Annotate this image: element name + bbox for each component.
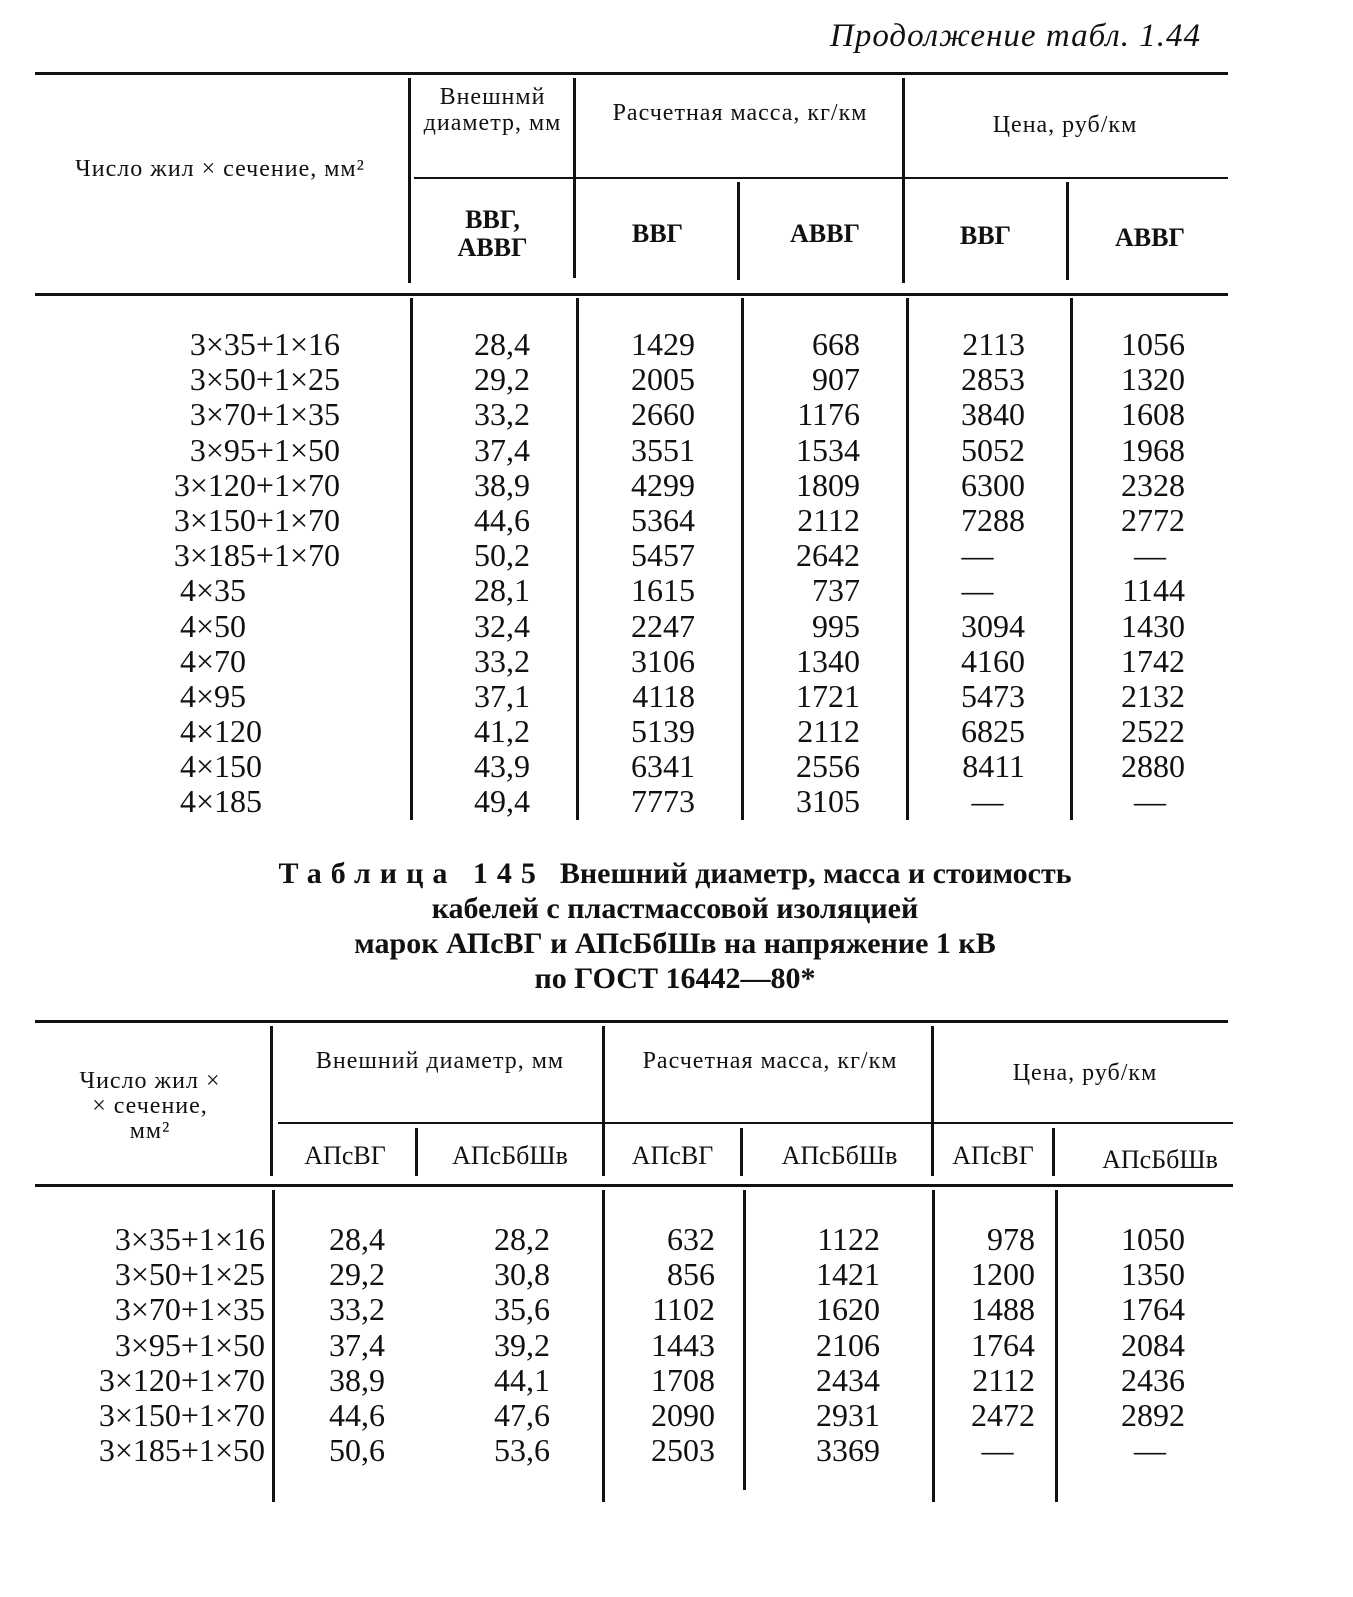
caption-line-1: [100, 856, 1250, 891]
price-vvg-cell: 2853: [961, 361, 1025, 398]
price-avvg-cell: 1430: [1121, 607, 1185, 644]
price-vvg-cell: 7288: [961, 501, 1025, 538]
p-apsvg-cell: 2112: [972, 1361, 1035, 1398]
table-2-vline-3: [602, 1026, 605, 1176]
m-apsbbshv-cell: 2106: [816, 1326, 880, 1363]
price-vvg-cell: 8411: [962, 748, 1025, 785]
table-row: [0, 1292, 1353, 1327]
p-apsbbshv-cell: 2892: [1121, 1396, 1185, 1433]
table-row: [0, 1398, 1353, 1433]
table-2-subheader-rule: [278, 1122, 1233, 1124]
price-vvg-cell: 3094: [961, 607, 1025, 644]
mass-avvg-cell: 1809: [796, 466, 860, 503]
m-apsvg-cell: 2503: [651, 1432, 715, 1469]
mass-vvg-cell: 6341: [631, 748, 695, 785]
table-2-header-section-2: × сечение,: [92, 1093, 208, 1119]
m-apsvg-cell: 1708: [651, 1361, 715, 1398]
mass-avvg-cell: 1340: [796, 642, 860, 679]
table-2-vline-2: [415, 1128, 418, 1176]
d-apsbbshv-cell: 44,1: [494, 1361, 550, 1398]
section-cell: 4×50: [180, 607, 247, 644]
p-apsvg-cell: 2472: [971, 1396, 1035, 1433]
table-2-sub-m-apsvg: АПсВГ: [631, 1141, 714, 1170]
table-1-vline-4: [902, 78, 905, 283]
mass-vvg-cell: 4118: [632, 677, 695, 714]
d-apsvg-cell: 28,4: [329, 1221, 385, 1257]
section-cell: 3×150+1×70: [98, 1396, 265, 1433]
caption-title-2: кабелей с пластмассовой изоляцией: [431, 892, 919, 925]
price-avvg-cell: —: [1134, 783, 1166, 820]
d-apsbbshv-cell: 28,2: [494, 1221, 550, 1257]
table-1-vline-3: [737, 182, 740, 280]
table-row: [0, 1222, 1353, 1257]
caption-title-3: марок АПсВГ и АПсБбШв на напряжение 1 кВ: [354, 927, 996, 960]
table-1-header-price: Цена, руб/км: [992, 112, 1138, 138]
table-row: [0, 503, 1353, 538]
price-vvg-cell: —: [971, 783, 1004, 820]
table-1-body: [0, 327, 1353, 820]
mass-avvg-cell: 2112: [797, 501, 860, 538]
table-row: [0, 714, 1353, 749]
m-apsbbshv-cell: 2434: [816, 1361, 880, 1398]
mass-avvg-cell: 3105: [796, 783, 860, 820]
price-avvg-cell: 1608: [1121, 396, 1185, 433]
m-apsbbshv-cell: 2931: [816, 1396, 880, 1433]
mass-avvg-cell: 2642: [796, 537, 860, 574]
m-apsvg-cell: 856: [667, 1256, 715, 1293]
table-1-header-mass: Расчетная масса, кг/км: [612, 100, 868, 126]
d-apsbbshv-cell: 39,2: [494, 1326, 550, 1363]
mass-vvg-cell: 5364: [631, 501, 695, 538]
table-1-header-price-vvg: ВВГ: [959, 221, 1012, 250]
mass-vvg-cell: 2247: [631, 607, 695, 644]
table-row: [0, 573, 1353, 608]
diameter-cell: 43,9: [474, 748, 530, 785]
table-2-vline-5: [931, 1026, 934, 1176]
table-1-vline-1: [408, 78, 411, 283]
diameter-cell: 33,2: [474, 396, 530, 433]
table-2-header-section-3: мм²: [129, 1118, 171, 1144]
table-2-top-rule: [35, 1020, 1228, 1023]
diameter-cell: 33,2: [474, 642, 530, 679]
price-vvg-cell: 5052: [961, 431, 1025, 468]
m-apsbbshv-cell: 1122: [817, 1221, 880, 1257]
m-apsbbshv-cell: 1620: [816, 1291, 880, 1328]
p-apsvg-cell: 978: [987, 1221, 1035, 1257]
mass-avvg-cell: 737: [812, 572, 860, 609]
table-row: [0, 609, 1353, 644]
mass-vvg-cell: 2660: [631, 396, 695, 433]
mass-vvg-cell: 3106: [631, 642, 695, 679]
table-1-header-diameter: Внешнмй диаметр, мм: [423, 84, 562, 136]
d-apsbbshv-cell: 53,6: [494, 1432, 550, 1469]
diameter-cell: 37,4: [474, 431, 530, 468]
table-row: [0, 749, 1353, 784]
table-1-header-price-avvg: АВВГ: [1114, 223, 1185, 252]
diameter-cell: 29,2: [474, 361, 530, 398]
p-apsvg-cell: 1200: [971, 1256, 1035, 1293]
section-cell: 3×70+1×35: [114, 1291, 265, 1328]
section-cell: 3×35+1×16: [114, 1221, 265, 1257]
mass-avvg-cell: 668: [812, 326, 860, 362]
d-apsbbshv-cell: 47,6: [494, 1396, 550, 1433]
d-apsvg-cell: 38,9: [329, 1361, 385, 1398]
mass-avvg-cell: 907: [812, 361, 860, 398]
continuation-title: Продолжение табл. 1.44: [830, 18, 1201, 54]
price-vvg-cell: 2113: [962, 326, 1025, 362]
table-2-vline-6: [1052, 1128, 1055, 1176]
mass-avvg-cell: 2112: [797, 713, 860, 750]
mass-avvg-cell: 1176: [797, 396, 860, 433]
table-1-subheader-rule: [414, 177, 1228, 179]
m-apsvg-cell: 632: [667, 1221, 715, 1257]
table-2-sub-p-apsvg: АПсВГ: [952, 1141, 1034, 1170]
table-row: [0, 468, 1353, 503]
price-avvg-cell: 2328: [1121, 466, 1185, 503]
section-cell: 3×35+1×16: [189, 326, 340, 362]
d-apsbbshv-cell: 35,6: [494, 1291, 550, 1328]
p-apsvg-cell: —: [981, 1432, 1014, 1469]
table-row: [0, 1433, 1353, 1468]
price-vvg-cell: 4160: [961, 642, 1025, 679]
table-1-vline-2: [573, 78, 576, 278]
section-cell: 3×120+1×70: [98, 1361, 265, 1398]
diameter-cell: 38,9: [474, 466, 530, 503]
section-cell: 3×95+1×50: [189, 431, 340, 468]
table-row: [0, 1328, 1353, 1363]
price-avvg-cell: 2880: [1121, 748, 1185, 785]
table-row: [0, 1257, 1353, 1292]
m-apsvg-cell: 1102: [652, 1291, 715, 1328]
diameter-cell: 44,6: [474, 501, 530, 538]
section-cell: 4×120: [180, 713, 263, 750]
table-row: [0, 644, 1353, 679]
diameter-cell: 28,1: [474, 572, 530, 609]
table-1-header-section: Число жил × сечение, мм²: [75, 156, 365, 182]
diameter-cell: 28,4: [474, 326, 530, 362]
diameter-cell: 41,2: [474, 713, 530, 750]
p-apsbbshv-cell: 2084: [1121, 1326, 1185, 1363]
section-cell: 3×70+1×35: [189, 396, 340, 433]
table-2-sub-d-apsbbshv: АПсБбШв: [452, 1141, 568, 1170]
table-2-sub-m-apsbbshv: АПсБбШв: [781, 1141, 898, 1170]
p-apsbbshv-cell: 1350: [1121, 1256, 1185, 1293]
table-2-vline-1: [270, 1026, 273, 1176]
price-avvg-cell: 1144: [1122, 572, 1185, 609]
table-2-header-diameter: Внешний диаметр, мм: [315, 1048, 565, 1074]
p-apsbbshv-cell: 2436: [1121, 1361, 1185, 1398]
m-apsbbshv-cell: 3369: [816, 1432, 880, 1469]
d-apsbbshv-cell: 30,8: [494, 1256, 550, 1293]
table-1-header-mass-vvg: ВВГ: [631, 219, 684, 248]
m-apsvg-cell: 1443: [651, 1326, 715, 1363]
table-2-body: [0, 1222, 1353, 1468]
m-apsvg-cell: 2090: [651, 1396, 715, 1433]
table-row: [0, 433, 1353, 468]
section-cell: 4×35: [180, 572, 247, 609]
mass-vvg-cell: 5139: [631, 713, 695, 750]
table-1-header-diameter-sub: ВВГ, АВВГ: [457, 205, 528, 262]
table-row: [0, 327, 1353, 362]
d-apsvg-cell: 33,2: [329, 1291, 385, 1328]
d-apsvg-cell: 29,2: [329, 1256, 385, 1293]
mass-vvg-cell: 5457: [631, 537, 695, 574]
table-1-vline-5: [1066, 182, 1069, 280]
mass-avvg-cell: 1534: [796, 431, 860, 468]
table-2-vline-4: [740, 1128, 743, 1176]
table-row: [0, 362, 1353, 397]
p-apsvg-cell: 1764: [971, 1326, 1035, 1363]
mass-vvg-cell: 2005: [631, 361, 695, 398]
p-apsbbshv-cell: 1764: [1121, 1291, 1185, 1328]
table-caption: [100, 856, 1250, 996]
section-cell: 3×185+1×50: [98, 1432, 265, 1469]
diameter-cell: 49,4: [474, 783, 530, 820]
price-avvg-cell: 1056: [1121, 326, 1185, 362]
price-avvg-cell: 1742: [1121, 642, 1185, 679]
section-cell: 4×150: [180, 748, 263, 785]
price-vvg-cell: 6300: [961, 466, 1025, 503]
diameter-cell: 32,4: [474, 607, 530, 644]
diameter-cell: 50,2: [474, 537, 530, 574]
table-2-sub-p-apsbbshv: АПсБбШв: [1102, 1145, 1218, 1174]
price-vvg-cell: 6825: [961, 713, 1025, 750]
mass-vvg-cell: 4299: [631, 466, 695, 503]
table-row: [0, 397, 1353, 432]
m-apsbbshv-cell: 1421: [816, 1256, 880, 1293]
table-2-header-section-1: Число жил ×: [79, 1068, 221, 1094]
mass-avvg-cell: 1721: [796, 677, 860, 714]
price-vvg-cell: —: [961, 572, 994, 609]
price-avvg-cell: —: [1134, 537, 1166, 574]
price-avvg-cell: 2772: [1121, 501, 1185, 538]
price-avvg-cell: 1320: [1121, 361, 1185, 398]
p-apsvg-cell: 1488: [971, 1291, 1035, 1328]
d-apsvg-cell: 37,4: [329, 1326, 385, 1363]
table-2-sub-d-apsvg: АПсВГ: [304, 1141, 386, 1170]
d-apsvg-cell: 44,6: [329, 1396, 385, 1433]
mass-vvg-cell: 7773: [631, 783, 695, 820]
table-row: [0, 679, 1353, 714]
section-cell: 3×50+1×25: [114, 1256, 265, 1293]
price-avvg-cell: 2522: [1121, 713, 1185, 750]
mass-vvg-cell: 1429: [631, 326, 695, 362]
table-2-header-mass: Расчетная масса, кг/км: [642, 1048, 898, 1074]
price-avvg-cell: 1968: [1121, 431, 1185, 468]
caption-label: Таблица 145: [278, 857, 545, 890]
caption-title-4: по ГОСТ 16442—80*: [534, 962, 816, 995]
caption-title-1: Внешний диаметр, масса и стоимость: [559, 857, 1072, 890]
d-apsvg-cell: 50,6: [329, 1432, 385, 1469]
section-cell: 4×95: [180, 677, 247, 714]
table-row: [0, 784, 1353, 819]
table-2-header-bottom-rule: [35, 1184, 1233, 1187]
p-apsbbshv-cell: 1050: [1121, 1221, 1185, 1257]
section-cell: 4×70: [180, 642, 247, 679]
section-cell: 4×185: [180, 783, 263, 820]
table-row: [0, 538, 1353, 573]
section-cell: 3×50+1×25: [189, 361, 340, 398]
price-vvg-cell: 3840: [961, 396, 1025, 433]
mass-vvg-cell: 3551: [631, 431, 695, 468]
mass-avvg-cell: 995: [812, 607, 860, 644]
table-2-header-price: Цена, руб/км: [1012, 1060, 1158, 1086]
table-row: [0, 1363, 1353, 1398]
section-cell: 3×95+1×50: [114, 1326, 265, 1363]
mass-avvg-cell: 2556: [796, 748, 860, 785]
diameter-cell: 37,1: [474, 677, 530, 714]
table-1-header-mass-avvg: АВВГ: [789, 219, 860, 248]
price-vvg-cell: —: [961, 537, 994, 574]
price-avvg-cell: 2132: [1121, 677, 1185, 714]
section-cell: 3×185+1×70: [173, 537, 340, 574]
table-1-header-bottom-rule: [35, 293, 1228, 296]
mass-vvg-cell: 1615: [631, 572, 695, 609]
section-cell: 3×150+1×70: [173, 501, 340, 538]
table-1-top-rule: [35, 72, 1228, 75]
price-vvg-cell: 5473: [961, 677, 1025, 714]
section-cell: 3×120+1×70: [173, 466, 340, 503]
p-apsbbshv-cell: —: [1134, 1432, 1166, 1469]
